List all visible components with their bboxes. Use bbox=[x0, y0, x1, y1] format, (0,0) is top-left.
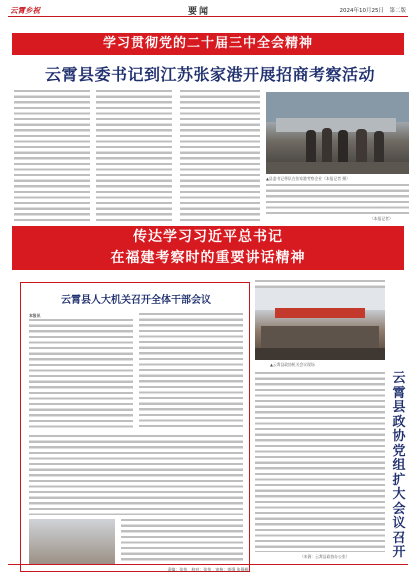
article2-byline: 本报讯 bbox=[29, 313, 41, 318]
banner2-line1: 传达学习习近平总书记 bbox=[133, 229, 283, 245]
article1-photo-caption: ▲县委书记带队在张家港考察企业（本报记者 摄） bbox=[266, 176, 350, 181]
article1-headline: 云霄县委书记到江苏张家港开展招商考察活动 bbox=[44, 65, 375, 84]
footer-credits: 责编：张怡 校对：张怡 审核：郭强 张静雅 bbox=[8, 564, 408, 574]
article3-vertical-title: 云霄县政协党组扩大会议召开 bbox=[392, 371, 406, 560]
article1-byline: （本报记者） bbox=[370, 216, 393, 221]
masthead bbox=[8, 5, 408, 17]
article2-column-2 bbox=[139, 313, 243, 429]
article1-column-3 bbox=[180, 90, 260, 222]
article2-headline: 云霄县人大机关召开全体干部会议 bbox=[61, 295, 211, 306]
banner-third-plenum: 学习贯彻党的二十届三中全会精神 bbox=[12, 33, 404, 55]
article2-box bbox=[20, 282, 250, 572]
paper-name: 云霄乡祝 bbox=[10, 6, 40, 15]
banner-xi-speech bbox=[12, 226, 404, 270]
article3-column-top bbox=[255, 280, 385, 288]
issue-date: 2024年10月25日 第二版 bbox=[339, 8, 406, 14]
article1-photo bbox=[266, 92, 409, 174]
article1-column-2 bbox=[96, 90, 172, 222]
article3-photo bbox=[255, 288, 385, 360]
banner2-line2: 在福建考察时的重要讲话精神 bbox=[110, 250, 306, 266]
article2-column-1 bbox=[29, 319, 133, 429]
article3-photo-caption: ▲云霄县政协机关会议现场 bbox=[270, 362, 315, 367]
article3-source: （来源：云霄县政协办公室） bbox=[300, 554, 350, 559]
section-title: 要闻 bbox=[188, 7, 211, 17]
article2-lower-photo bbox=[29, 519, 115, 565]
article1-column-1 bbox=[14, 90, 90, 222]
article3-column-1 bbox=[255, 372, 385, 552]
article2-bottom bbox=[121, 519, 243, 565]
article1-column-4 bbox=[266, 184, 409, 214]
article2-full-width bbox=[29, 435, 243, 515]
